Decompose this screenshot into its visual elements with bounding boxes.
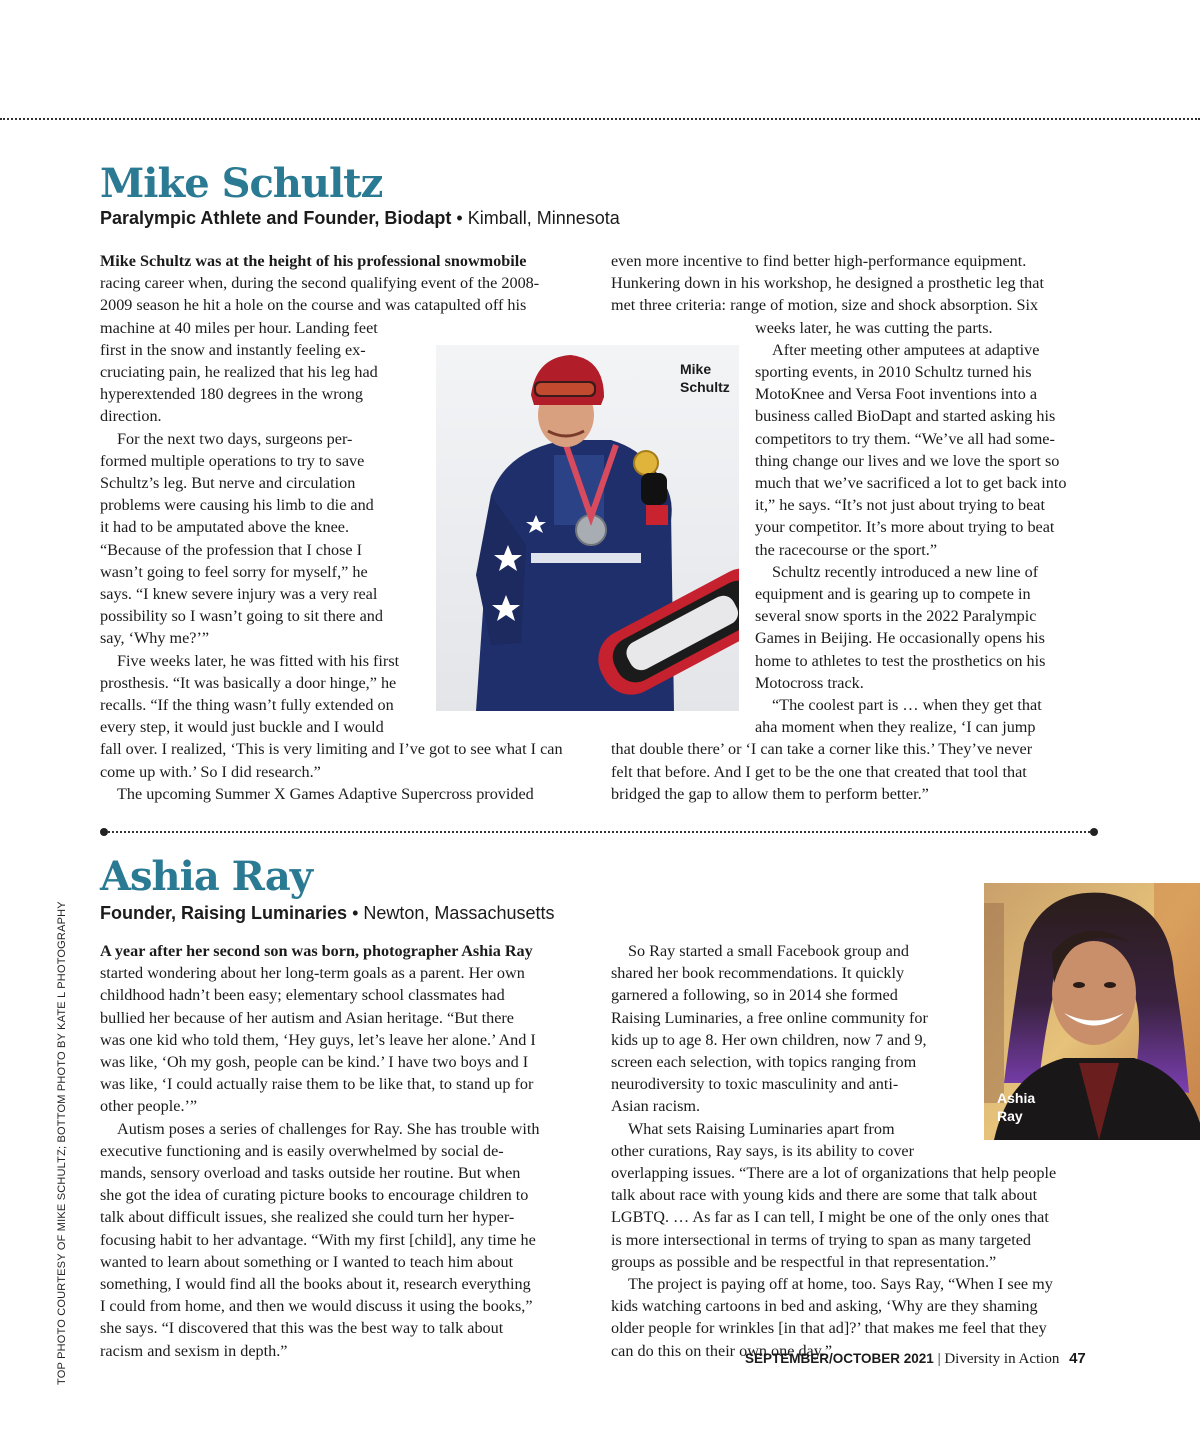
text-line: business called BioDapt and started asking his: [755, 407, 1056, 426]
text-line: Autism poses a series of challenges for Ray. She has trouble with: [117, 1119, 540, 1138]
text-line: says. “I knew severe injury was a very real: [100, 585, 378, 604]
text-line: “Because of the profession that I chose I: [100, 540, 363, 559]
bullet: •: [456, 208, 463, 228]
text-line: something, I would find all the books about it, research everything: [100, 1275, 531, 1294]
text-line: Hunkering down in his workshop, he designed a prosthetic leg that: [611, 274, 1044, 293]
text-line: started wondering about her long-term goals as a parent. Her own: [100, 964, 525, 983]
text-line: cruciating pain, he realized that his leg had: [100, 363, 378, 382]
text-line: Asian racism.: [611, 1097, 701, 1116]
text-line: overlapping issues. “There are a lot of organizations that help people: [611, 1164, 1057, 1183]
text-line: prosthesis. “It was basically a door hinge,” he: [100, 673, 397, 692]
text-line: it,” he says. “It’s not just about trying to beat: [755, 496, 1045, 515]
text-line: even more incentive to find better high-performance equipment.: [611, 252, 1027, 270]
text-line: shared her book recommendations. It quickly: [611, 964, 905, 983]
text-line: home to athletes to test the prosthetics on his: [755, 651, 1046, 670]
text-line: mands, sensory overload and tasks outside her routine. But when: [100, 1164, 521, 1183]
text-line: say, ‘Why me?’”: [100, 629, 210, 648]
page-footer: [745, 1350, 1086, 1368]
text-line: 2009 season he hit a hole on the course and was catapulted off his: [100, 296, 527, 315]
text-line: Five weeks later, he was fitted with his first: [117, 651, 400, 670]
text-line: she got the idea of curating picture books to encourage children to: [100, 1186, 529, 1205]
text-line: aha moment when they realize, ‘I can jump: [755, 718, 1036, 737]
section-divider: [104, 831, 1094, 833]
footer-issue: SEPTEMBER/OCTOBER 2021: [745, 1351, 934, 1366]
caption-line: Ashia: [997, 1090, 1036, 1106]
text-line: several snow sports in the 2022 Paralympic: [755, 607, 1037, 626]
footer-separator: |: [937, 1351, 941, 1367]
text-line: that double there’ or ‘I can take a corner like this.’ They’ve never: [611, 740, 1033, 759]
text-line: other curations, Ray says, is its ability to cover: [611, 1141, 915, 1160]
text-line: wanted to learn about something or I wanted to teach him about: [100, 1252, 514, 1271]
text-line: it had to be amputated above the knee.: [100, 518, 350, 537]
footer-magazine: Diversity in Action: [944, 1351, 1060, 1367]
text-line: wasn’t going to feel sorry for myself,” he: [100, 562, 368, 581]
text-line: kids watching cartoons in bed and asking, ‘Why are they shaming: [611, 1297, 1038, 1316]
text-line: LGBTQ. … As far as I can tell, I might be one of the only ones that: [611, 1208, 1049, 1227]
lead-in: A year after her second son was born, photographer Ashia Ray: [100, 942, 533, 960]
text-line: sporting events, in 2010 Schultz turned his: [755, 363, 1032, 382]
ray-column-2: [611, 940, 1056, 1362]
page-number: 47: [1069, 1350, 1086, 1367]
text-line: After meeting other amputees at adaptive: [772, 340, 1040, 359]
text-line: neurodiversity to toxic masculinity and anti-: [611, 1075, 899, 1094]
text-line: racism and sexism in depth.”: [100, 1341, 288, 1360]
text-line: Motocross track.: [755, 673, 864, 692]
text-line: machine at 40 miles per hour. Landing feet: [100, 318, 378, 337]
text-line: racing career when, during the second qualifying event of the 2008-: [100, 274, 540, 293]
text-line: hyperextended 180 degrees in the wrong: [100, 385, 363, 404]
text-line: talk about difficult issues, she realized she could turn her hyper-: [100, 1208, 515, 1227]
text-line: other people.’”: [100, 1097, 198, 1116]
text-line: possibility so I wasn’t going to sit there and: [100, 607, 383, 626]
text-line: equipment and is gearing up to compete in: [755, 585, 1031, 604]
text-line: The project is paying off at home, too. Says Ray, “When I see my: [628, 1275, 1053, 1294]
text-line: was like, ‘I could actually raise them to be like that, to stand up for: [100, 1075, 534, 1094]
text-line: bridged the gap to allow them to perform better.”: [611, 784, 929, 803]
caption-line: Mike: [680, 361, 712, 377]
text-line: Schultz recently introduced a new line of: [772, 562, 1039, 581]
caption-line: Schultz: [680, 379, 730, 395]
text-line: talk about race with young kids and there are some that talk about: [611, 1186, 1038, 1205]
text-line: every step, it would just buckle and I would: [100, 718, 384, 737]
text-line: childhood hadn’t been easy; elementary school classmates had: [100, 986, 505, 1005]
text-line: direction.: [100, 407, 162, 426]
text-line: formed multiple operations to try to save: [100, 451, 365, 470]
role-schultz: Paralympic Athlete and Founder, Biodapt: [100, 208, 452, 228]
text-line: first in the snow and instantly feeling ex-: [100, 340, 366, 359]
text-line: problems were causing his limb to die and: [100, 496, 374, 515]
text-line: much that we’ve sacrificed a lot to get back into: [755, 474, 1067, 493]
subtitle-ray: [100, 903, 554, 924]
location-schultz: Kimball, Minnesota: [467, 208, 620, 228]
bullet: •: [352, 903, 359, 923]
text-line: was like, ‘Oh my gosh, people can be kind.’ I have two boys and I: [100, 1053, 529, 1072]
text-line: can do this on their own one day.”: [611, 1341, 833, 1360]
schultz-column-1: [100, 250, 563, 805]
schultz-column-2: [611, 250, 1067, 805]
text-line: fall over. I realized, ‘This is very limiting and I’ve got to see what I can: [100, 740, 563, 759]
text-line: competitors to try them. “We’ve all had some-: [755, 429, 1055, 448]
photo-credit: TOP PHOTO COURTESY OF MIKE SCHULTZ; BOTTOM PHOTO BY KATE L PHOTOGRAPHY: [56, 901, 68, 1385]
text-line: come up with.’ So I did research.”: [100, 762, 321, 781]
text-line: felt that before. And I get to be the one that created that tool that: [611, 762, 1027, 781]
text-line: MotoKnee and Versa Foot inventions into a: [755, 385, 1038, 404]
text-line: your competitor. It’s more about trying to beat: [755, 518, 1055, 537]
text-line: I could from home, and then we would discuss it using the books,”: [100, 1297, 533, 1316]
top-divider: [0, 118, 1200, 120]
article-title-ray: Ashia Ray: [100, 853, 312, 900]
text-line: screen each selection, with topics ranging from: [611, 1053, 917, 1072]
text-line: What sets Raising Luminaries apart from: [628, 1119, 895, 1138]
text-line: The upcoming Summer X Games Adaptive Supercross provided: [117, 784, 534, 803]
text-line: Raising Luminaries, a free online community for: [611, 1008, 928, 1027]
text-line: executive functioning and is easily overwhelmed by social de-: [100, 1141, 504, 1160]
text-line: Schultz’s leg. But nerve and circulation: [100, 474, 356, 493]
text-line: is more intersectional in terms of trying to span as many targeted: [611, 1230, 1032, 1249]
text-line: bullied her because of her autism and Asian heritage. “But there: [100, 1008, 514, 1027]
ray-column-1: [100, 940, 539, 1362]
text-line: garnered a following, so in 2014 she formed: [611, 986, 898, 1005]
text-line: “The coolest part is … when they get that: [772, 696, 1042, 715]
text-line: recalls. “If the thing wasn’t fully extended on: [100, 696, 394, 715]
location-ray: Newton, Massachusetts: [363, 903, 555, 923]
text-line: focusing habit to her advantage. “With my first [child], any time he: [100, 1230, 536, 1249]
text-line: the racecourse or the sport.”: [755, 540, 938, 559]
lead-in: Mike Schultz was at the height of his professional snowmobile: [100, 252, 527, 270]
text-line: older people for wrinkles [in that ad]?’ that makes me feel that they: [611, 1319, 1047, 1338]
caption-line: Ray: [997, 1108, 1023, 1124]
text-line: was one kid who told them, ‘Hey guys, let’s leave her alone.’ And I: [100, 1030, 536, 1049]
text-line: weeks later, he was cutting the parts.: [755, 318, 993, 337]
role-ray: Founder, Raising Luminaries: [100, 903, 348, 923]
text-line: met three criteria: range of motion, size and shock absorption. Six: [611, 296, 1039, 315]
text-line: kids up to age 8. Her own children, now 7 and 9,: [611, 1030, 927, 1049]
text-line: she says. “I discovered that this was the best way to talk about: [100, 1319, 504, 1338]
text-line: So Ray started a small Facebook group and: [628, 942, 909, 960]
text-line: thing change our lives and we love the sport so: [755, 451, 1060, 470]
article-title-schultz: Mike Schultz: [100, 160, 383, 207]
subtitle-schultz: [100, 208, 620, 229]
text-line: For the next two days, surgeons per-: [117, 429, 353, 448]
text-line: Games in Beijing. He occasionally opens his: [755, 629, 1045, 648]
text-line: groups as possible and be respectful in that representation.”: [611, 1252, 997, 1271]
